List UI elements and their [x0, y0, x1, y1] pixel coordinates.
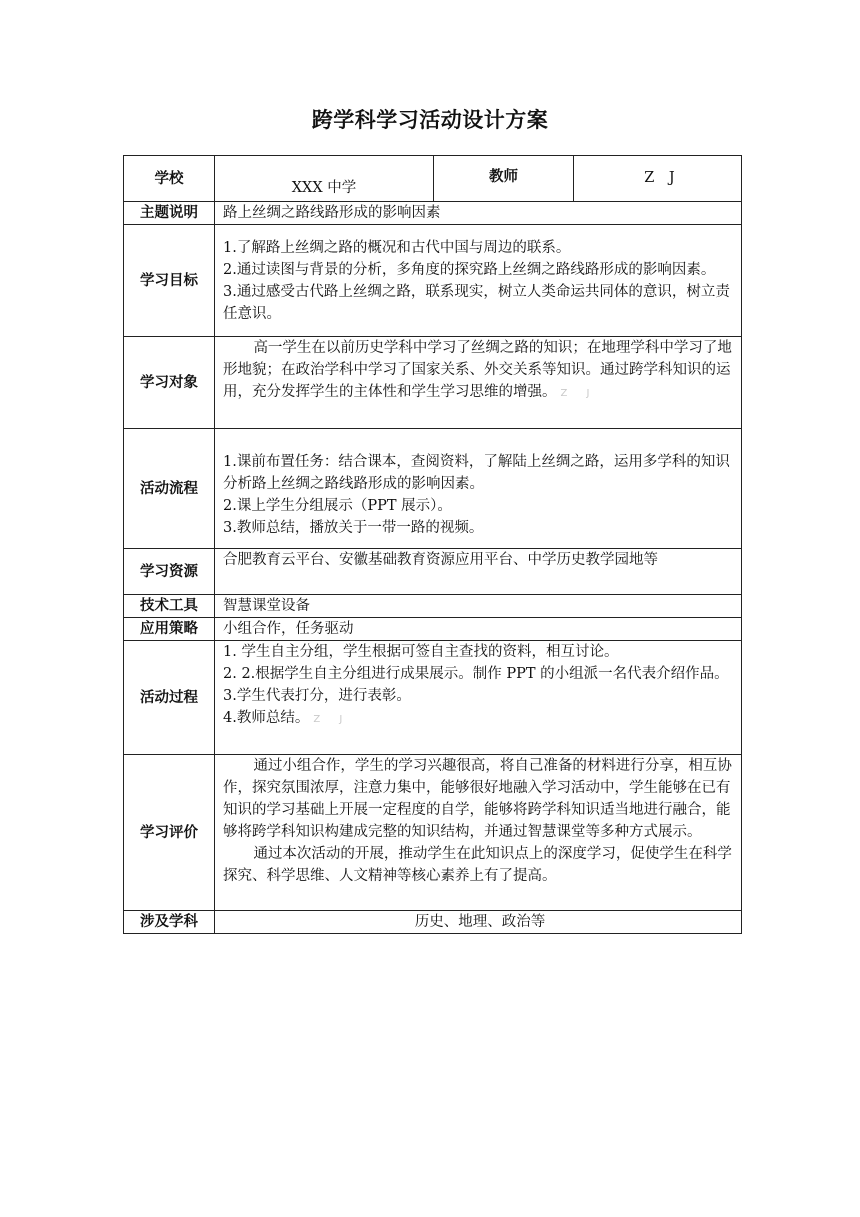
process-item: 2. 2.根据学生自主分组进行成果展示。制作 PPT 的小组派一名代表介绍作品。 [223, 666, 729, 682]
row-school [124, 156, 742, 202]
page-title: 跨学科学习活动设计方案 [311, 108, 549, 132]
evaluation-label: 学习评价 [124, 755, 215, 911]
evaluation-paragraph: 通过本次活动的开展，推动学生在此知识点上的深度学习，促使学生在科学探究、科学思维、人文精神等核心素养上有了提高。 [223, 846, 732, 884]
row-strategy [124, 618, 742, 641]
school-value: XXX 中学 [215, 156, 434, 202]
target-label: 学习对象 [124, 337, 215, 429]
row-tools [124, 595, 742, 618]
flow-label: 活动流程 [124, 429, 215, 549]
theme-label: 主题说明 [124, 202, 215, 225]
tools-label: 技术工具 [124, 595, 215, 618]
process-item: 4.教师总结。 [223, 710, 310, 726]
evaluation-paragraph: 通过小组合作，学生的学习兴趣很高，将自己准备的材料进行分享，相互协作，探究氛围浓厚，注意力集中，能够很好地融入学习活动中，学生能够在已有知识的学习基础上开展一定程度的自学，能够将跨学科知识适当地进行融合，能够将跨学科知识构建成完整的知识结构，并通过智慧课堂等多种方式展示。 [223, 758, 732, 840]
goal-item: 3.通过感受古代路上丝绸之路，联系现实，树立人类命运共同体的意识，树立责任意识。 [223, 283, 730, 322]
school-label: 学校 [124, 156, 215, 202]
row-process [124, 641, 742, 755]
subjects-text: 历史、地理、政治等 [215, 911, 742, 934]
strategy-label: 应用策略 [124, 618, 215, 641]
row-subjects [124, 911, 742, 934]
process-item: 3.学生代表打分，进行表彰。 [223, 688, 411, 704]
watermark: Z J [313, 714, 351, 725]
teacher-label: 教师 [434, 156, 574, 202]
evaluation-cell [215, 755, 742, 911]
row-theme [124, 202, 742, 225]
activity-plan-table [123, 155, 742, 934]
target-cell [215, 337, 742, 429]
subjects-label: 涉及学科 [124, 911, 215, 934]
row-target [124, 337, 742, 429]
teacher-value: Z J [574, 156, 742, 202]
resources-label: 学习资源 [124, 549, 215, 595]
flow-item: 2.课上学生分组展示（PPT 展示）。 [223, 498, 452, 514]
process-item: 1. 学生自主分组，学生根据可签自主查找的资料，相互讨论。 [223, 644, 619, 660]
row-evaluation [124, 755, 742, 911]
row-goals [124, 225, 742, 337]
strategy-text: 小组合作，任务驱动 [215, 618, 742, 641]
tools-text: 智慧课堂设备 [215, 595, 742, 618]
flow-item: 3.教师总结，播放关于一带一路的视频。 [223, 520, 484, 536]
watermark: Z J [560, 388, 598, 399]
row-resources [124, 549, 742, 595]
process-label: 活动过程 [124, 641, 215, 755]
goal-item: 1.了解路上丝绸之路的概况和古代中国与周边的联系。 [223, 239, 571, 256]
resources-text: 合肥教育云平台、安徽基础教育资源应用平台、中学历史教学园地等 [215, 549, 742, 595]
flow-item: 1.课前布置任务：结合课本，查阅资料，了解陆上丝绸之路，运用多学科的知识分析路上丝绸之路线路形成的影响因素。 [223, 454, 730, 492]
process-cell [215, 641, 742, 755]
flow-cell [215, 429, 742, 549]
theme-text: 路上丝绸之路线路形成的影响因素 [215, 202, 742, 225]
target-text: 高一学生在以前历史学科中学习了丝绸之路的知识；在地理学科中学习了地形地貌；在政治学科中学习了国家关系、外交关系等知识。通过跨学科知识的运用，充分发挥学生的主体性和学生学习思维的增强。 [223, 340, 732, 400]
goals-label: 学习目标 [124, 225, 215, 337]
goal-item: 2.通过读图与背景的分析，多角度的探究路上丝绸之路线路形成的影响因素。 [223, 261, 716, 278]
row-flow [124, 429, 742, 549]
goals-cell [215, 225, 742, 337]
